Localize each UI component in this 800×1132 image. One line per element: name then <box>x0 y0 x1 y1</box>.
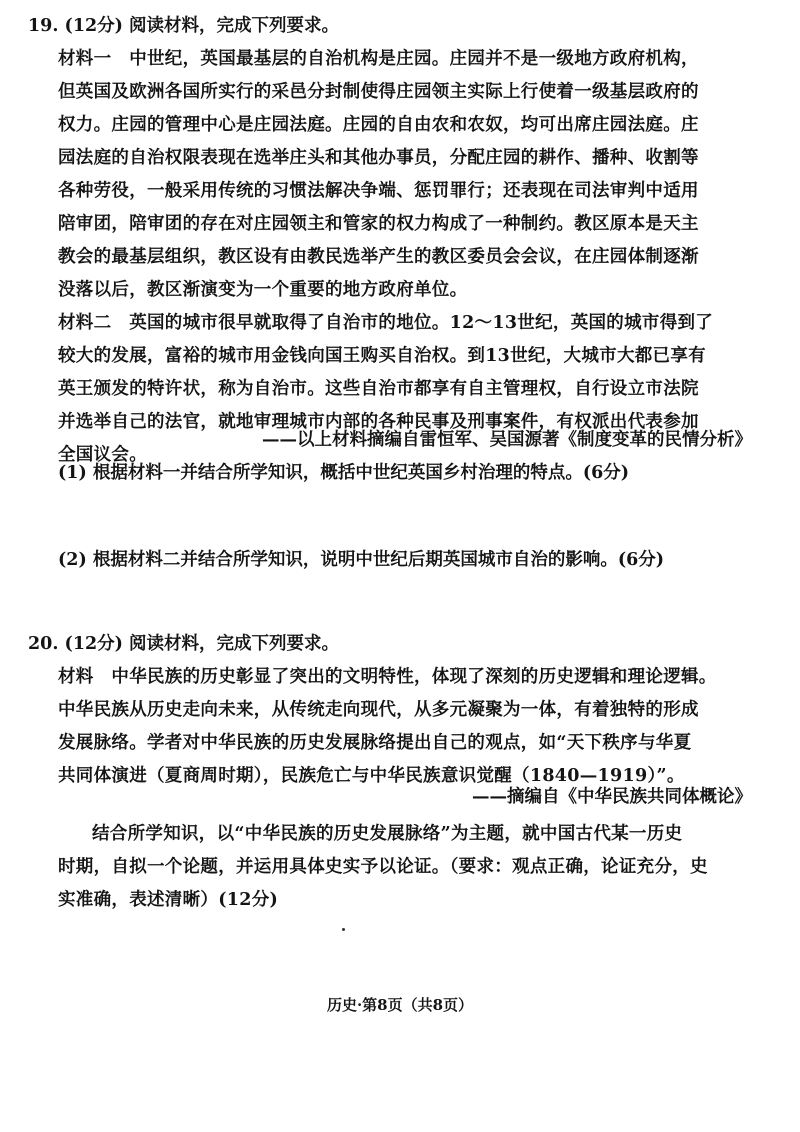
q19-material1-line: 没落以后，教区渐演变为一个重要的地方政府单位。 <box>58 280 468 300</box>
q19-material2-line: 并选举自己的法官，就地审理城市内部的各种民事及刑事案件，有权派出代表参加 <box>58 412 699 432</box>
page-footer: 历史·第8页（共8页） <box>326 996 474 1014</box>
q20-task-line: 实准确，表述清晰）(12分) <box>58 890 279 910</box>
q20-material-line: 中华民族从历史走向未来，从传统走向现代，从多元凝聚为一体，有着独特的形成 <box>58 700 699 720</box>
q19-subquestion-1: (1) 根据材料一并结合所学知识，概括中世纪英国乡村治理的特点。(6分) <box>58 463 630 483</box>
q20-task-line: 结合所学知识，以“中华民族的历史发展脉络”为主题，就中国古代某一历史 <box>92 824 683 844</box>
q19-material1-line: 教会的最基层组织，教区设有由教民选举产生的教区委员会会议，在庄园体制逐渐 <box>58 247 699 267</box>
q20-material-line: 共同体演进（夏商周时期），民族危亡与中华民族意识觉醒（1840—1919）”。 <box>58 766 685 786</box>
q19-material1-line: 权力。庄园的管理中心是庄园法庭。庄园的自由农和农奴，均可出席庄园法庭。庄 <box>58 115 699 135</box>
q19-material1-line: 但英国及欧洲各国所实行的采邑分封制使得庄园领主实际上行使着一级基层政府的 <box>58 82 699 102</box>
q19-source-citation: ——以上材料摘编自雷恒军、吴国源著《制度变革的民情分析》 <box>262 430 752 450</box>
q19-material1-line: 陪审团，陪审团的存在对庄园领主和管家的权力构成了一种制约。教区原本是天主 <box>58 214 699 234</box>
question-20-header: 20. (12分) 阅读材料，完成下列要求。 <box>28 634 340 654</box>
q20-material-line: 发展脉络。学者对中华民族的历史发展脉络提出自己的观点，如“天下秩序与华夏 <box>58 733 692 753</box>
q19-material2-line: 英王颁发的特许状，称为自治市。这些自治市都享有自主管理权，自行设立市法院 <box>58 379 699 399</box>
question-19-header: 19. (12分) 阅读材料，完成下列要求。 <box>28 16 340 36</box>
q19-material1-line: 各种劳役，一般采用传统的习惯法解决争端、惩罚罪行；还表现在司法审判中适用 <box>58 181 699 201</box>
q19-material1-line: 园法庭的自治权限表现在选举庄头和其他办事员，分配庄园的耕作、播种、收割等 <box>58 148 699 168</box>
q20-material-line: 材料 中华民族的历史彰显了突出的文明特性，体现了深刻的历史逻辑和理论逻辑。 <box>58 667 717 687</box>
q19-material2-line: 全国议会。 <box>58 445 147 465</box>
q19-subquestion-2: (2) 根据材料二并结合所学知识，说明中世纪后期英国城市自治的影响。(6分) <box>58 550 665 570</box>
q19-material2-line: 材料二 英国的城市很早就取得了自治市的地位。12～13世纪，英国的城市得到了 <box>58 313 714 333</box>
q20-source-citation: ——摘编自《中华民族共同体概论》 <box>472 787 752 807</box>
q19-material1-line: 材料一 中世纪，英国最基层的自治机构是庄园。庄园并不是一级地方政府机构， <box>58 49 699 69</box>
q19-material2-line: 较大的发展，富裕的城市用金钱向国王购买自治权。到13世纪，大城市大都已享有 <box>58 346 706 366</box>
q20-task-line: 时期，自拟一个论题，并运用具体史实予以论证。（要求：观点正确，论证充分，史 <box>58 857 708 877</box>
scan-speck <box>342 928 345 931</box>
